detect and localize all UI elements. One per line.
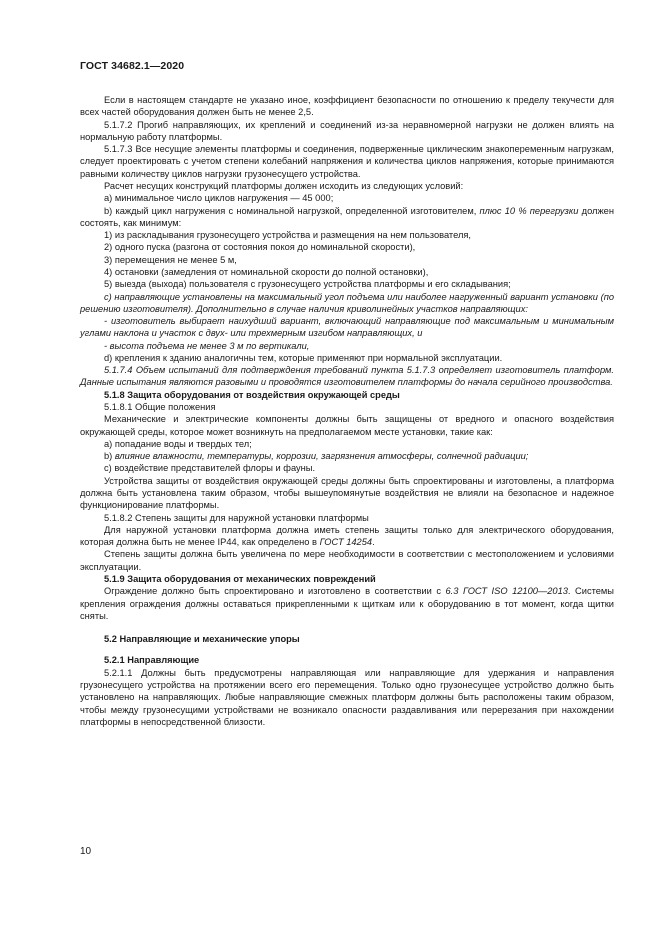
section-heading-5-2-1: 5.2.1 Направляющие (104, 655, 200, 666)
list-item: b) каждый цикл нагружения с номинальной нагрузкой, определенной изготовителем, плюс 10 % перегрузки должен состоять, как минимум: (80, 205, 614, 228)
paragraph: Степень защиты должна быть увеличена по мере необходимости в соответствии с местоположением и условиями эксплуатации. (80, 549, 614, 572)
clause-5-1-7-3: 5.1.7.3 Все несущие элементы платформы и соединения, подверженные циклическим знакопеременным нагрузкам, следует проектировать с учетом степени колебаний напряжения и количества циклов напряжения, которые принимаются равными количеству циклов нагрузки грузонесущего устройства. (80, 144, 614, 179)
list-item: d) крепления к зданию аналогичны тем, которые применяют при нормальной эксплуатации. (104, 352, 503, 363)
clause-5-1-7-4: 5.1.7.4 Объем испытаний для подтверждения требований пункта 5.1.7.3 определяет изготовитель платформ. Данные испытания являются разовыми и проводятся изготовителем платформы до начала серийного производства. (80, 365, 614, 388)
paragraph: Расчет несущих конструкций платформы должен исходить из следующих условий: (104, 180, 464, 191)
list-item: - высота подъема не менее 3 м по вертикали, (104, 340, 310, 351)
paragraph: Механические и электрические компоненты должны быть защищены от вредного и опасного воздействия окружающей среды, которое может возникнуть на предполагаемом месте установки, такие как: (80, 414, 614, 437)
list-item: c) направляющие установлены на максимальный угол подъема или наиболее нагруженный вариант установки (по решению изготовителя). Дополнительно в случае наличия криволинейных участков направляющих: (80, 291, 614, 314)
list-item: 1) из раскладывания грузонесущего устройства и размещения на нем пользователя, (104, 230, 471, 241)
paragraph: Если в настоящем стандарте не указано иное, коэффициент безопасности по отношению к пределу текучести для всех частей оборудования должен быть не менее 2,5. (80, 95, 614, 118)
list-item: - изготовитель выбирает наихудший вариант, включающий направляющие под максимальным и минимальным углами наклона и участок с двух- или трехмерным изгибом направляющих, и (80, 316, 614, 339)
document-header: ГОСТ 34682.1—2020 (80, 60, 185, 72)
list-item: 5) выезда (выхода) пользователя с грузонесущего устройства платформы и его складывания; (104, 279, 511, 290)
list-item: 3) перемещения не менее 5 м, (104, 254, 237, 265)
clause-5-1-8-1: 5.1.8.1 Общие положения (104, 402, 216, 413)
list-item: 2) одного пуска (разгона от состояния покоя до номинальной скорости), (104, 242, 416, 253)
list-item: b) влияние влажности, температуры, коррозии, загрязнения атмосферы, солнечной радиации; (104, 451, 529, 462)
document-body (80, 94, 614, 728)
clause-5-2-1-1: 5.2.1.1 Должны быть предусмотрены направляющая или направляющие для удержания и направления грузонесущего устройства на протяжении всего его перемещения. Только одно грузонесущее устройство должно быть установлено на направляющих. Любые направляющие смежных платформ должны быть расположены таким образом, чтобы между грузонесущими устройствами не возникало опасности раздавливания или перерезания при нахождении платформы в непосредственной близости. (80, 667, 614, 727)
list-item: a) попадание воды и твердых тел; (104, 438, 252, 449)
list-item: c) воздействие представителей флоры и фауны. (104, 463, 316, 474)
section-heading-5-1-9: 5.1.9 Защита оборудования от механических повреждений (104, 573, 376, 584)
paragraph: Для наружной установки платформа должна иметь степень защиты только для электрического оборудования, которая должна быть не менее IP44, как определено в ГОСТ 14254. (80, 524, 614, 548)
list-item: a) минимальное число циклов нагружения — 45 000; (104, 193, 334, 204)
section-heading-5-1-8: 5.1.8 Защита оборудования от воздействия окружающей среды (104, 389, 400, 400)
paragraph: Устройства защиты от воздействия окружающей среды должны быть спроектированы и изготовлены, а платформа должна быть установлена таким образом, чтобы вышеупомянутые воздействия не влияли на безопасное и надежное функционирование платформы. (80, 475, 614, 511)
section-heading-5-2: 5.2 Направляющие и механические упоры (104, 634, 300, 645)
list-item: 4) остановки (замедления от номинальной скорости до полной остановки), (104, 266, 429, 277)
paragraph: Ограждение должно быть спроектировано и изготовлено в соответствии с 6.3 ГОСТ ISO 12100—2013. Системы крепления ограждения должны оставаться прикрепленными к щиткам или к оборудованию в тот момент, когда щитки сняты. (80, 586, 614, 621)
clause-5-1-8-2: 5.1.8.2 Степень защиты для наружной установки платформы (104, 512, 369, 523)
page-number: 10 (80, 846, 92, 857)
clause-5-1-7-2: 5.1.7.2 Прогиб направляющих, их креплений и соединений из-за неравномерной нагрузки не должен влиять на нормальную работу платформы. (80, 119, 614, 142)
